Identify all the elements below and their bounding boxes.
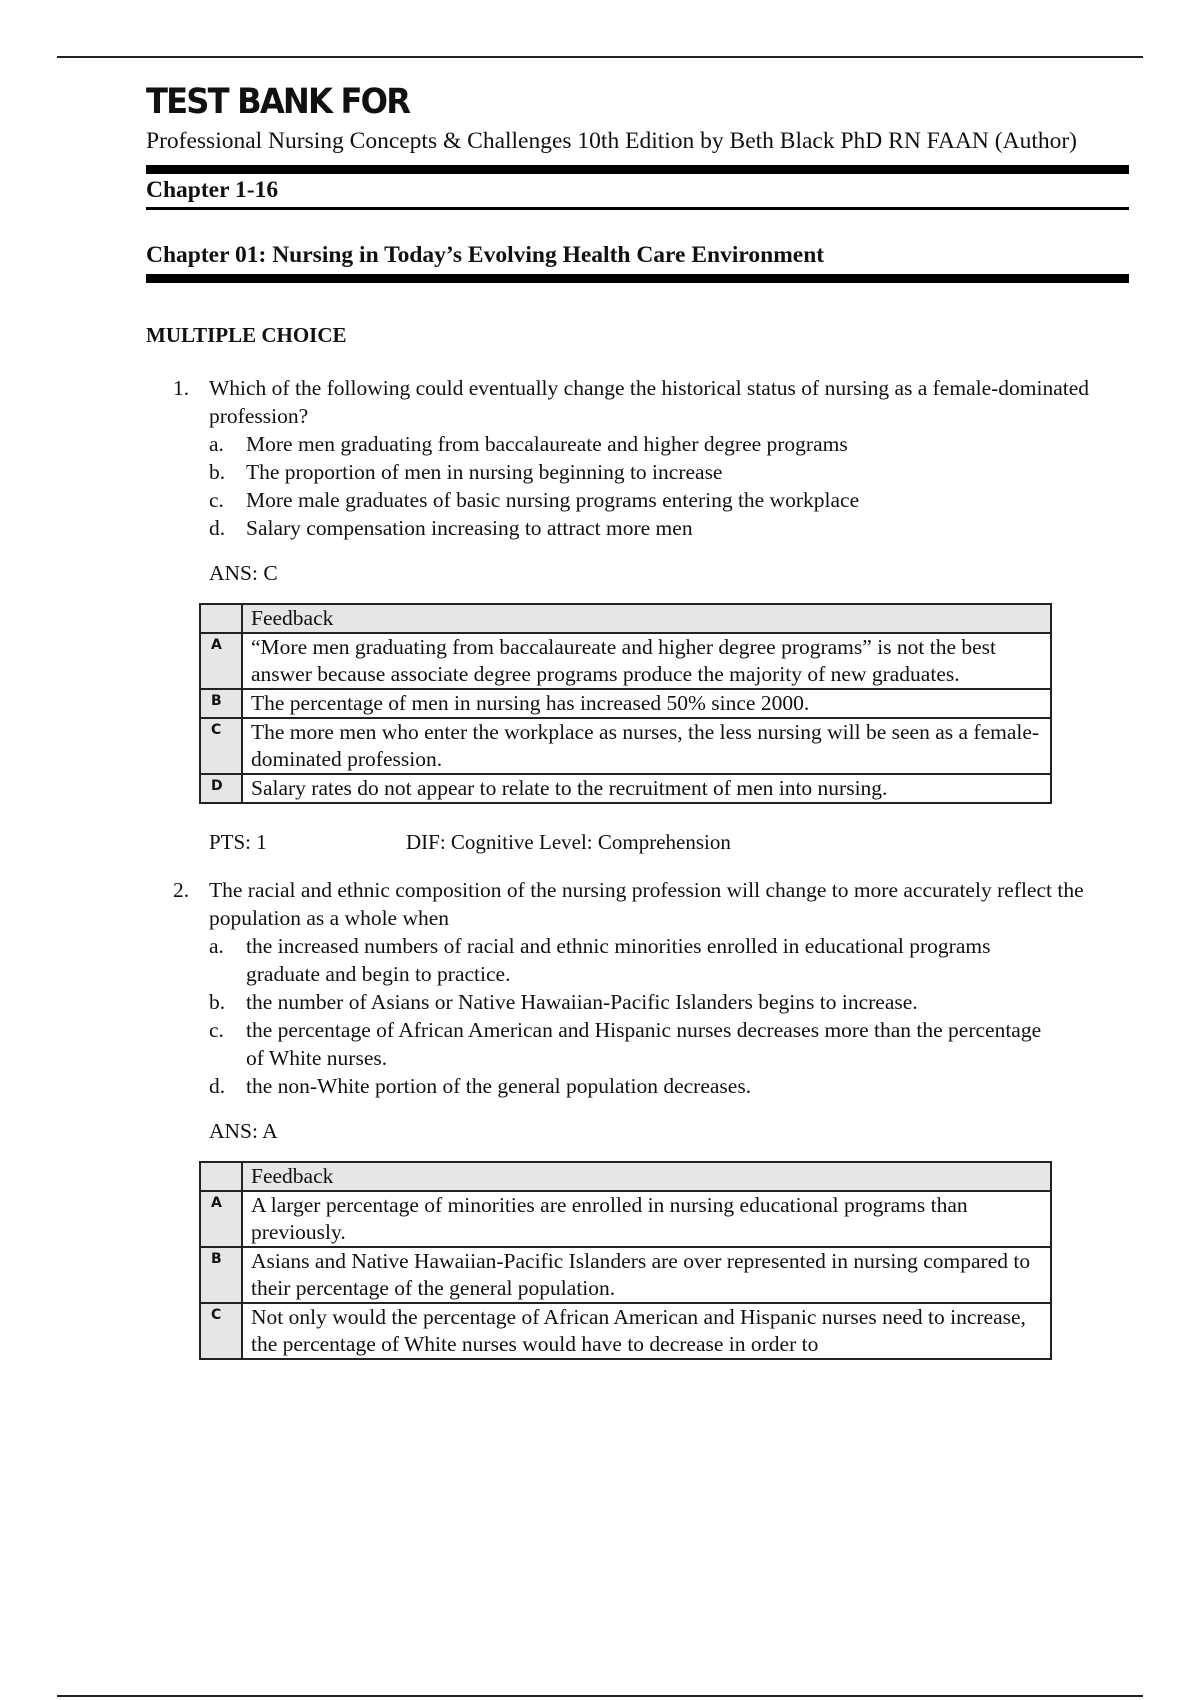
feedback-header-row [200,1162,1051,1191]
choice-text: The proportion of men in nursing beginning to increase [246,460,723,484]
answer-key: ANS: A [209,1119,278,1143]
answer-choices [209,932,1129,1100]
choice-text: More men graduating from baccalaureate and higher degree programs [246,432,848,456]
section-heading: MULTIPLE CHOICE [146,323,347,347]
choice-item [209,1072,1046,1100]
choice-text: Salary compensation increasing to attract more men [246,516,693,540]
bottom-page-rule [57,1695,1143,1697]
feedback-text: Salary rates do not appear to relate to the recruitment of men into nursing. [242,774,1051,803]
feedback-letter-cell [200,1162,242,1191]
feedback-letter: A [200,1191,242,1247]
feedback-letter: D [200,774,242,803]
feedback-row [200,1247,1051,1303]
feedback-row [200,774,1051,803]
feedback-letter: A [200,633,242,689]
question-number: 2. [173,878,190,902]
choice-letter: c. [209,488,224,512]
feedback-header: Feedback [242,604,1051,633]
feedback-row [200,1303,1051,1359]
feedback-letter: B [200,689,242,718]
choice-letter: c. [209,1018,224,1042]
chapter-title-divider [146,274,1129,283]
question-stem: The racial and ethnic composition of the nursing profession will change to more accurately reflect the population as a whole when [209,878,1084,930]
feedback-table [199,603,1052,804]
choice-letter: d. [209,516,226,540]
choice-text: the number of Asians or Native Hawaiian-Pacific Islanders begins to increase. [246,990,918,1014]
feedback-text: Asians and Native Hawaiian-Pacific Islanders are over represented in nursing compared to their percentage of the general population. [242,1247,1051,1303]
choice-letter: b. [209,990,226,1014]
answer-key: ANS: C [209,561,278,585]
choice-item [209,514,1046,542]
choice-letter: b. [209,460,226,484]
feedback-text: The more men who enter the workplace as nurses, the less nursing will be seen as a female-dominated profession. [242,718,1051,774]
bank-title: TEST BANK FOR [146,82,410,122]
feedback-row [200,1191,1051,1247]
question-2 [146,876,1129,1360]
choice-text: the increased numbers of racial and ethnic minorities enrolled in educational programs graduate and begin to practice. [246,934,991,986]
question-stem: Which of the following could eventually change the historical status of nursing as a female-dominated profession? [209,376,1090,428]
choice-item [209,430,1046,458]
question-number: 1. [173,376,190,400]
choice-text: the non-White portion of the general population decreases. [246,1074,752,1098]
feedback-text: “More men graduating from baccalaureate and higher degree programs” is not the best answer because associate degree programs produce the majority of new graduates. [242,633,1051,689]
feedback-letter-cell [200,604,242,633]
feedback-row [200,689,1051,718]
choice-text: the percentage of African American and Hispanic nurses decreases more than the percentage of White nurses. [246,1018,1042,1070]
feedback-letter: B [200,1247,242,1303]
header-divider [146,165,1129,174]
chapter-range: Chapter 1-16 [146,177,279,203]
choice-letter: a. [209,432,224,456]
feedback-letter: C [200,718,242,774]
choice-item [209,458,1046,486]
choice-letter: d. [209,1074,226,1098]
document-page [146,82,1129,1360]
choice-letter: a. [209,934,224,958]
feedback-text: Not only would the percentage of African American and Hispanic nurses need to increase, the percentage of White nurses would have to decrease in order to [242,1303,1051,1359]
feedback-text: The percentage of men in nursing has increased 50% since 2000. [242,689,1051,718]
question-meta [209,828,1129,856]
chapter-title: Chapter 01: Nursing in Today’s Evolving Health Care Environment [146,242,825,268]
points-label: PTS: 1 [209,830,267,854]
feedback-header-row [200,604,1051,633]
feedback-row [200,718,1051,774]
top-page-rule [57,56,1143,58]
chapter-range-divider [146,207,1129,210]
feedback-table [199,1161,1052,1360]
answer-choices [209,430,1129,542]
difficulty-label: DIF: Cognitive Level: Comprehension [406,830,731,854]
feedback-letter: C [200,1303,242,1359]
feedback-header: Feedback [242,1162,1051,1191]
choice-item [209,1016,1046,1072]
question-1 [146,374,1129,856]
book-subtitle: Professional Nursing Concepts & Challenges 10th Edition by Beth Black PhD RN FAAN (Author) [146,128,1078,154]
choice-item [209,486,1046,514]
choice-text: More male graduates of basic nursing programs entering the workplace [246,488,860,512]
feedback-text: A larger percentage of minorities are enrolled in nursing educational programs than previously. [242,1191,1051,1247]
choice-item [209,932,1046,988]
choice-item [209,988,1046,1016]
feedback-row [200,633,1051,689]
